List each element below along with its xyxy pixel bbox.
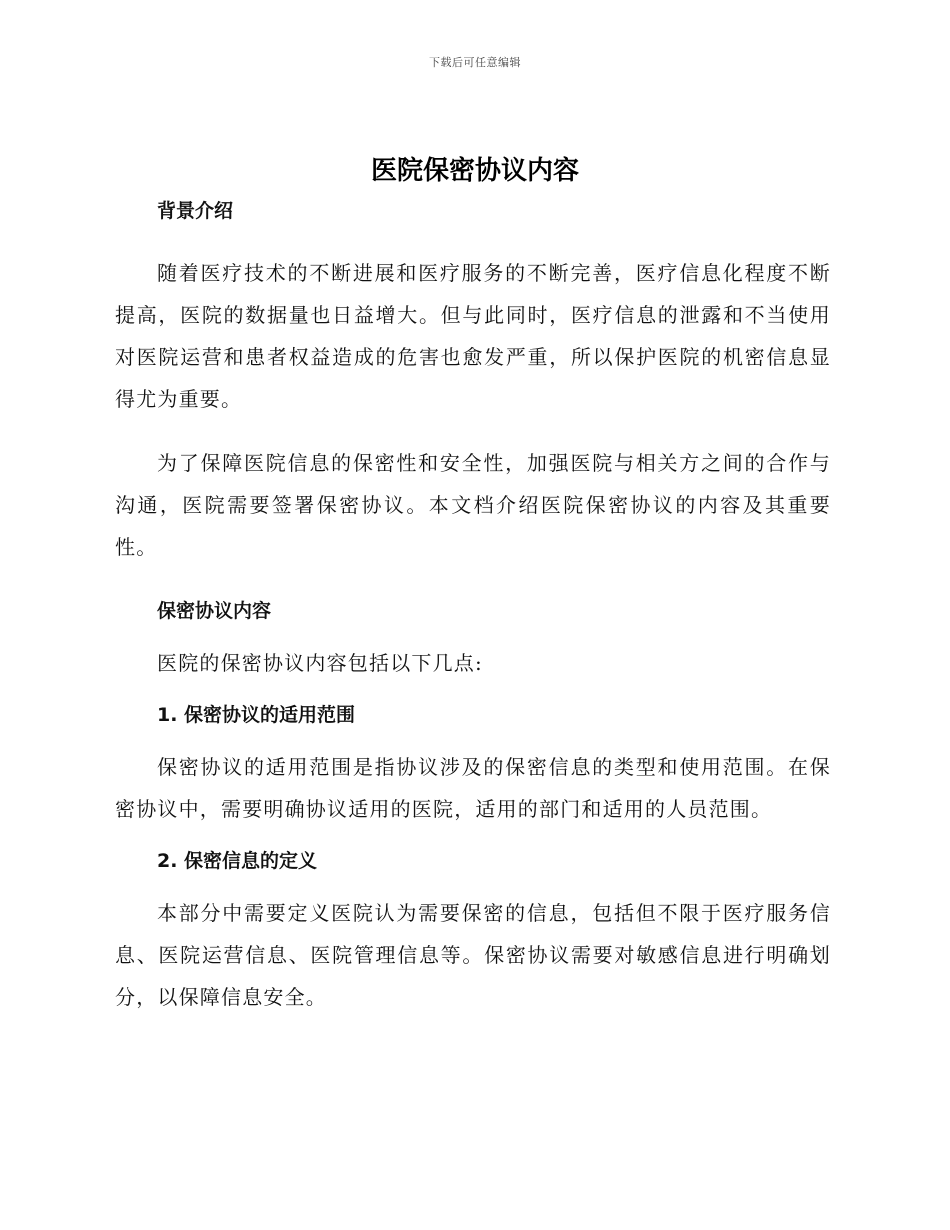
item-1-paragraph: 保密协议的适用范围是指协议涉及的保密信息的类型和使用范围。在保密协议中，需要明确协议适用的医院，适用的部门和适用的人员范围。 — [115, 755, 831, 821]
section-heading-background: 背景介绍 — [157, 200, 234, 222]
item-2-paragraph: 本部分中需要定义医院认为需要保密的信息，包括但不限于医疗服务信息、医院运营信息、医院管理信息等。保密协议需要对敏感信息进行明确划分，以保障信息安全。 — [115, 901, 831, 1009]
background-paragraph-1: 随着医疗技术的不断进展和医疗服务的不断完善，医疗信息化程度不断提高，医院的数据量也日益增大。但与此同时，医疗信息的泄露和不当使用对医院运营和患者权益造成的危害也愈发严重，所以保护医院的机密信息显得尤为重要。 — [115, 261, 831, 411]
section-heading-agreement: 保密协议内容 — [157, 600, 272, 622]
background-paragraph-2: 为了保障医院信息的保密性和安全性，加强医院与相关方之间的合作与沟通，医院需要签署保密协议。本文档介绍医院保密协议的内容及其重要性。 — [115, 451, 831, 559]
item-1-heading: 1. 保密协议的适用范围 — [157, 704, 356, 726]
agreement-intro: 医院的保密协议内容包括以下几点: — [157, 651, 483, 675]
header-note: 下载后可任意编辑 — [429, 56, 521, 69]
document-body — [115, 196, 831, 1018]
item-2-heading: 2. 保密信息的定义 — [157, 850, 318, 872]
page-title: 医院保密协议内容 — [370, 156, 579, 186]
